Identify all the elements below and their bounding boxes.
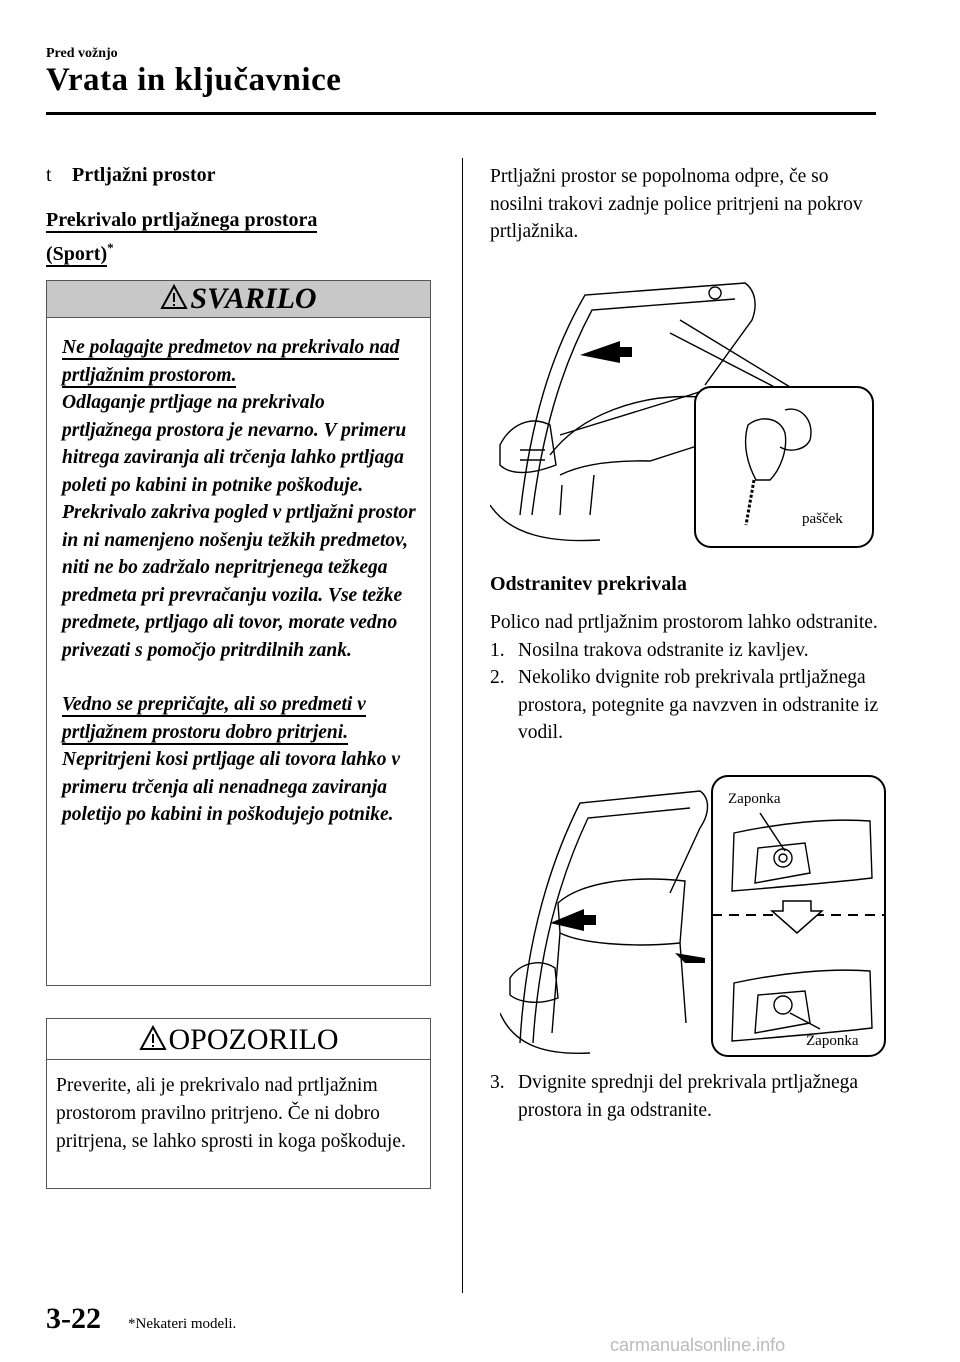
caution-title: OPOZORILO — [168, 1023, 339, 1056]
trunk-strap-illustration — [490, 275, 882, 550]
sub-heading-text: Prekrivalo prtljažnega prostora (Sport) — [46, 209, 318, 265]
removal-heading: Odstranitev prekrivala — [490, 573, 687, 595]
warning-box — [46, 280, 431, 986]
warning-title: SVARILO — [190, 282, 317, 315]
watermark: carmanualsonline.info — [610, 1335, 786, 1355]
warning-paragraph-1: Odlaganje prtljage na prekrivalo prtljažnega prostora je nevarno. V primeru hitrega zaviranja ali trčenja lahko prtljaga poleti po kabini in potnike poškoduje. Prekrivalo zakriva pogled v prtljažni prostor in ni namenjeno nošenju težkih predmetov, niti ne bo zadržalo nepritrjenega težkega predmeta pri prevračanju vozila. Vse težke predmete, prtljago ali tovor, morate vedno privezati s pomočjo pritrdilnih zank. — [62, 392, 416, 661]
header-rule — [46, 112, 876, 115]
removal-body — [490, 609, 880, 747]
step-3: 3. Dvignite sprednji del prekrivala prtljažnega prostora in ga odstranite. — [490, 1072, 859, 1121]
column-divider — [462, 158, 463, 1293]
removal-text: Polico nad prtljažnim prostorom lahko odstranite. — [490, 612, 878, 633]
intro-paragraph: Prtljažni prostor se popolnoma odpre, če so nosilni trakovi zadnje police pritrjeni na pokrov prtljažnika. — [490, 166, 863, 242]
caution-text: Preverite, ali je prekrivalo nad prtljažnim prostorom pravilno pritrjeno. Če ni dobro pritrjena, se lahko sprosti in koga poškoduje. — [56, 1075, 406, 1152]
step-2: 2. Nekoliko dvignite rob prekrivala prtljažnega prostora, potegnite ga navzven in odstranite iz vodil. — [490, 667, 879, 743]
footnote: *Nekateri modeli. — [128, 1316, 237, 1332]
section-heading-text: Prtljažni prostor — [72, 164, 216, 186]
fig2-label-bottom: Zaponka — [806, 1033, 859, 1049]
caution-header — [47, 1019, 430, 1060]
warning-triangle-icon — [160, 283, 188, 309]
caution-triangle-icon — [139, 1021, 167, 1047]
section-bullet: t — [46, 164, 52, 186]
caution-box — [46, 1018, 431, 1189]
fig1-label: pašček — [802, 511, 843, 527]
sub-heading — [46, 206, 376, 268]
warning-paragraph-2: Nepritrjeni kosi prtljage ali tovora lahko v primeru trčenja ali nenadnega zaviranja poletijo po kabini in poškodujejo potnike. — [62, 749, 401, 825]
page-number: 3-22 — [46, 1302, 101, 1335]
warning-header — [47, 281, 430, 318]
step-1: 1. Nosilna trakova odstranite iz kavljev. — [490, 639, 809, 661]
warning-body — [47, 318, 430, 829]
breadcrumb: Pred vožnjo — [46, 46, 118, 61]
fig2-label-top: Zaponka — [728, 791, 781, 807]
cover-removal-illustration — [500, 773, 888, 1058]
warning-lead-1: Ne polagajte predmetov na prekrivalo nad prtljažnim prostorom. — [62, 337, 400, 386]
section-heading — [46, 164, 432, 187]
page-title: Vrata in ključavnice — [46, 62, 342, 98]
warning-lead-2: Vedno se prepričajte, ali so predmeti v prtljažnem prostoru dobro pritrjeni. — [62, 694, 366, 743]
sub-heading-footnote-mark: * — [107, 240, 114, 255]
